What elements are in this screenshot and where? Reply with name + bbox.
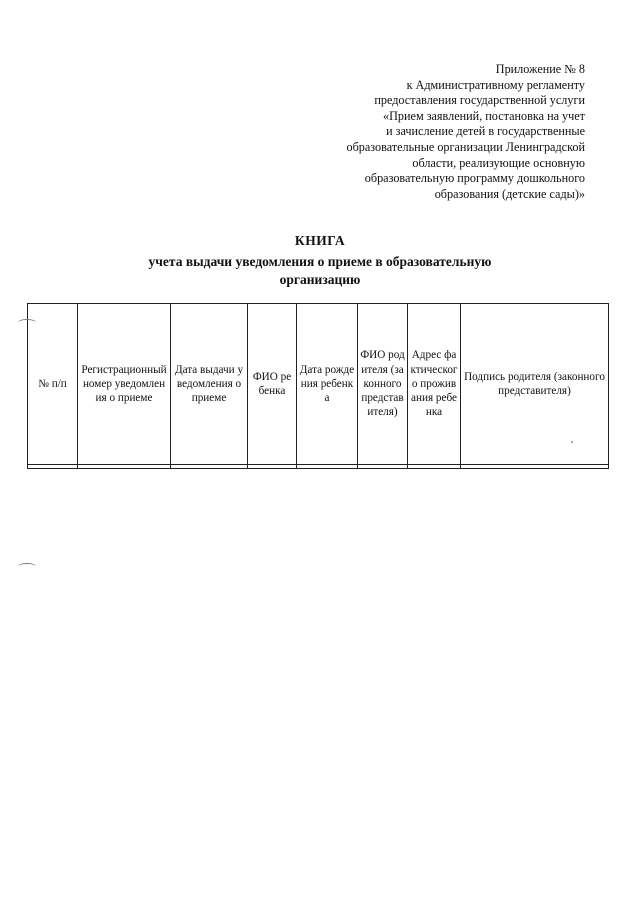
table-cell: [408, 465, 461, 469]
appendix-line: предоставления государственной услуги: [374, 93, 585, 108]
header-cell-parent-name: ФИО родителя (законного представителя): [358, 304, 408, 465]
header-cell-signature: Подпись родителя (законного представителя): [461, 304, 609, 465]
header-cell-birth-date: Дата рождения ребенка: [297, 304, 358, 465]
table-cell: [28, 465, 78, 469]
header-cell-issue-date: Дата выдачи уведомления о приеме: [171, 304, 248, 465]
title-subtitle-line-1: учета выдачи уведомления о приеме в образовательную: [148, 254, 492, 269]
header-cell-address: Адрес фактического проживания ребенка: [408, 304, 461, 465]
title-main: КНИГА: [294, 233, 346, 248]
appendix-header: [285, 62, 585, 202]
header-cell-child-name: ФИО ребенка: [248, 304, 297, 465]
document-title: [60, 232, 580, 289]
scan-speck: [571, 441, 573, 443]
appendix-line: образования (детские сады)»: [434, 186, 585, 201]
table-cell: [461, 465, 609, 469]
table-cell: [78, 465, 171, 469]
appendix-line: образовательную программу дошкольного: [364, 171, 585, 186]
appendix-line: «Прием заявлений, постановка на учет: [383, 108, 585, 123]
header-cell-number: № п/п: [28, 304, 78, 465]
table-row: [28, 465, 609, 469]
binder-hole-mark: [18, 319, 36, 326]
table-cell: [248, 465, 297, 469]
binder-hole-mark: [18, 563, 36, 570]
appendix-line: и зачисление детей в государственные: [386, 124, 585, 139]
appendix-line: к Административному регламенту: [406, 77, 585, 92]
registry-table: [27, 303, 609, 469]
table-header-row: [28, 304, 609, 465]
appendix-line: Приложение № 8: [495, 62, 585, 76]
title-subtitle-line-2: организацию: [279, 272, 361, 287]
table-cell: [358, 465, 408, 469]
table-cell: [297, 465, 358, 469]
appendix-line: образовательные организации Ленинградской: [346, 139, 585, 154]
appendix-line: области, реализующие основную: [412, 155, 585, 170]
header-cell-registration-number: Регистрационный номер уведомления о приеме: [78, 304, 171, 465]
table-cell: [171, 465, 248, 469]
